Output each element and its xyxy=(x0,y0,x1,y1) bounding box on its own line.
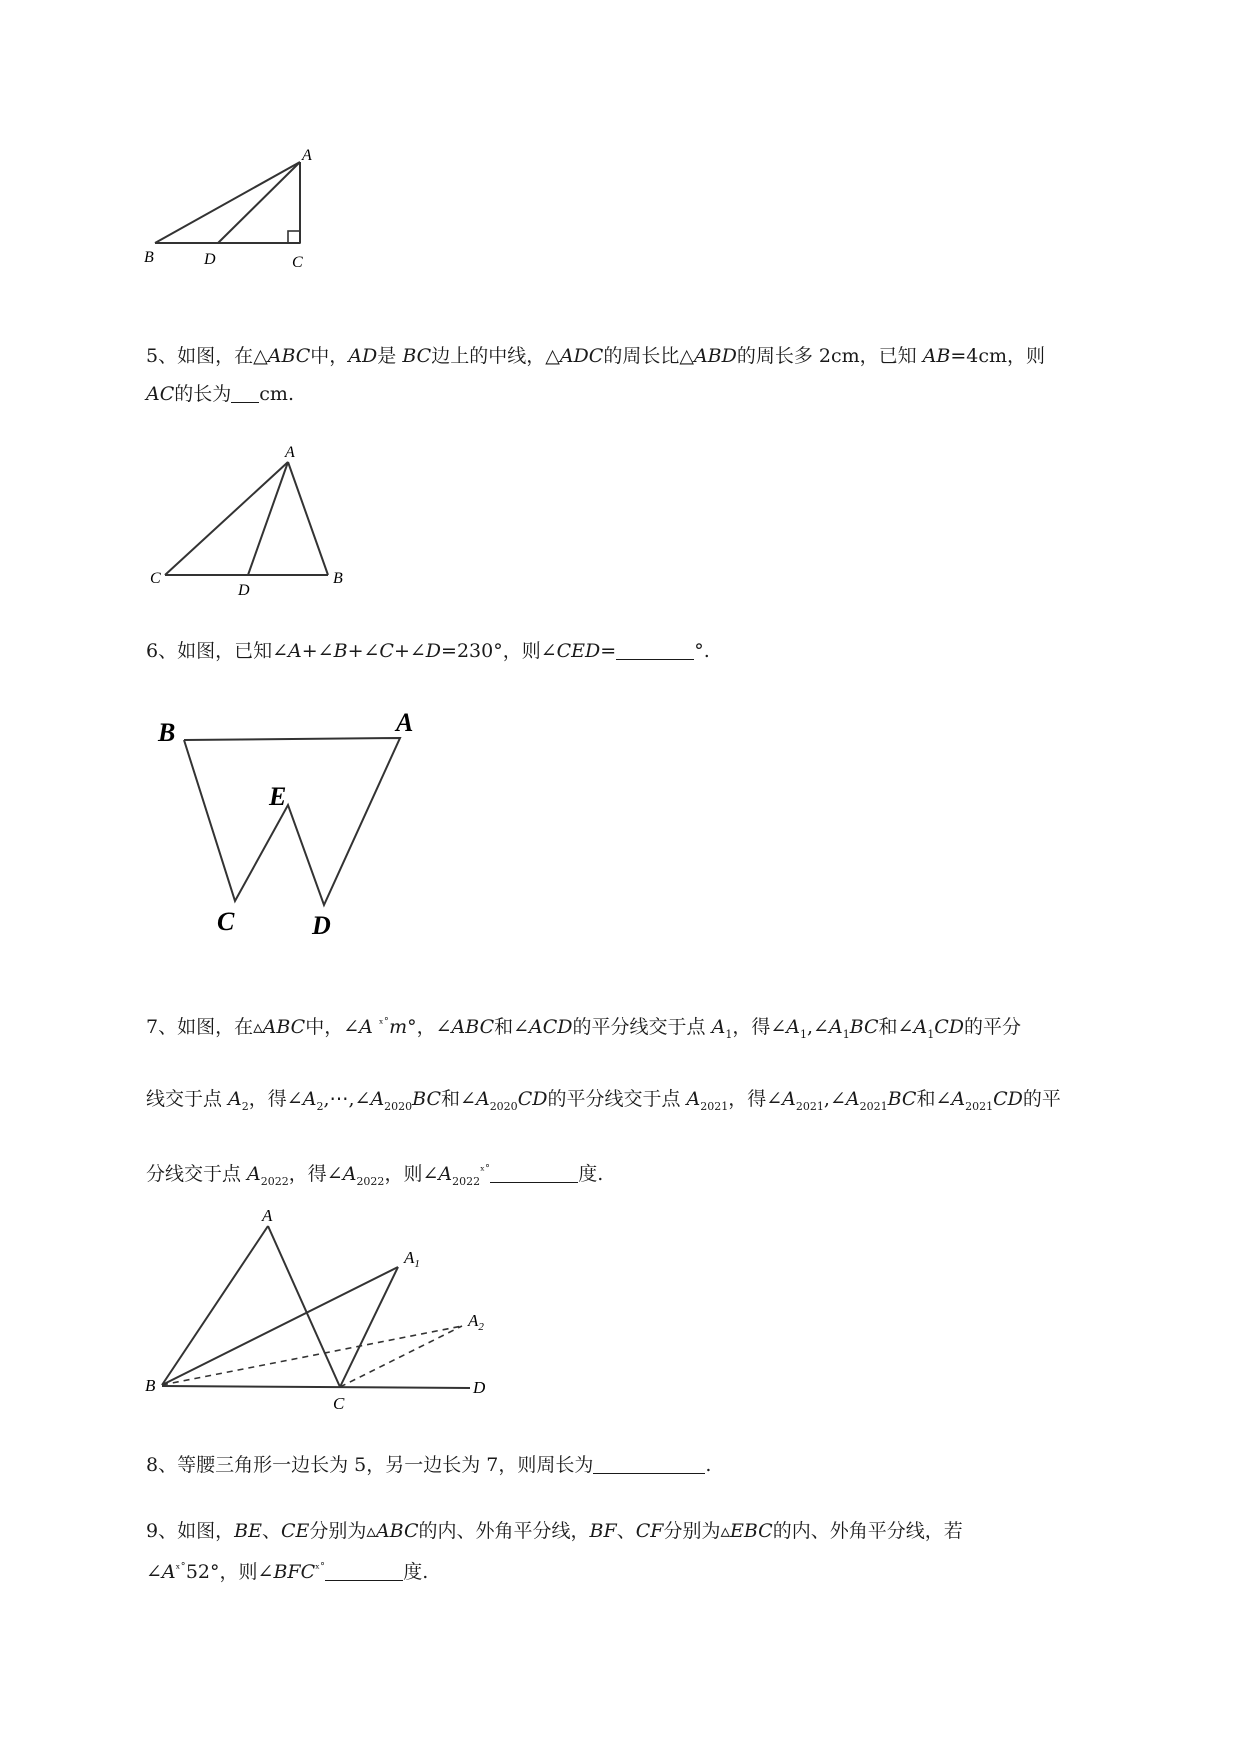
text: 的长为 xyxy=(174,383,232,405)
text: =230°，则∠ xyxy=(441,640,557,662)
text: 中， xyxy=(310,345,349,367)
question-5-line-2 xyxy=(146,375,1045,413)
text: ,∠ xyxy=(823,1087,846,1110)
subscript: 2020 xyxy=(489,1099,518,1113)
math-var: A xyxy=(228,1087,242,1110)
figure-q7-svg xyxy=(140,1200,500,1415)
text: 的平分线交于点 xyxy=(572,1016,712,1038)
question-7-line-1 xyxy=(146,992,1061,1067)
math-var: BFC xyxy=(273,1561,316,1583)
question-7-line-2 xyxy=(146,1067,1061,1139)
subscript: 2022 xyxy=(260,1174,289,1188)
text: ，得∠ xyxy=(248,1087,303,1110)
label-b: B xyxy=(158,718,176,747)
math-var: BC xyxy=(402,345,432,367)
answer-blank[interactable] xyxy=(325,1558,403,1581)
math-var: A xyxy=(302,1087,317,1110)
answer-blank[interactable] xyxy=(616,637,694,660)
subscript: 2021 xyxy=(965,1099,994,1113)
math-var: A xyxy=(288,640,302,662)
segment-ca xyxy=(165,462,288,575)
garbled-equals-symbol: ˣ˚ xyxy=(315,1562,326,1575)
question-8 xyxy=(146,1446,711,1484)
text: 如图，在△ xyxy=(177,345,268,367)
text: 是 xyxy=(377,345,403,367)
math-var: A xyxy=(828,1016,843,1038)
math-var: BC xyxy=(849,1016,879,1038)
text: 的平 xyxy=(1022,1087,1061,1110)
math-var: BC xyxy=(412,1087,442,1110)
math-var: BC xyxy=(887,1087,917,1110)
math-var: CE xyxy=(280,1520,310,1542)
text: °，∠ xyxy=(407,1016,452,1038)
label-a2: $A_2$ xyxy=(468,1311,484,1333)
text: 如图， xyxy=(177,1520,235,1542)
math-var: ABC xyxy=(375,1520,419,1542)
text: 如图，已知∠ xyxy=(177,640,289,662)
text: 等腰三角形一边长为 5，另一边长为 7，则周长为 xyxy=(177,1454,594,1476)
math-var: ABC xyxy=(262,1016,306,1038)
text: 、 xyxy=(616,1520,636,1542)
text: 如图，在▵ xyxy=(177,1016,263,1038)
question-7 xyxy=(146,992,1061,1213)
text: = xyxy=(600,640,617,662)
right-angle-mark xyxy=(288,231,300,243)
text: 的内、外角平分线，若 xyxy=(772,1520,963,1542)
text: 边上的中线，△ xyxy=(431,345,560,367)
label-c: C xyxy=(292,254,303,271)
figure-q6 xyxy=(150,705,440,945)
math-var: A xyxy=(951,1087,966,1110)
text: 的平分线交于点 xyxy=(547,1087,687,1110)
math-var: BF xyxy=(589,1520,617,1542)
text: +∠ xyxy=(301,640,334,662)
text: ，得∠ xyxy=(288,1162,343,1185)
math-var: CD xyxy=(934,1016,964,1038)
text: +∠ xyxy=(347,640,380,662)
text: ，则∠ xyxy=(384,1162,439,1185)
label-d: D xyxy=(238,582,250,599)
question-number: 5、 xyxy=(146,345,178,367)
label-a: A xyxy=(302,147,312,164)
subscript: 1 xyxy=(927,1027,935,1041)
math-var: CD xyxy=(517,1087,548,1110)
label-a1: $A_1$ xyxy=(404,1248,420,1270)
text: +∠ xyxy=(393,640,426,662)
math-var: D xyxy=(425,640,442,662)
math-var: ABD xyxy=(693,345,737,367)
subscript: 1 xyxy=(725,1027,733,1041)
text: 和∠ xyxy=(494,1016,530,1038)
label-c: C xyxy=(150,570,161,587)
text: ,⋯,∠ xyxy=(323,1087,371,1110)
math-var: ADC xyxy=(559,345,604,367)
math-var: EBC xyxy=(729,1520,773,1542)
label-e: E xyxy=(269,782,287,811)
question-number: 8、 xyxy=(146,1454,178,1476)
subscript: 1 xyxy=(799,1027,807,1041)
question-5 xyxy=(146,337,1045,413)
label-b: B xyxy=(144,249,154,266)
segment-bd xyxy=(162,1386,470,1388)
label-a: A xyxy=(285,444,295,461)
text: cm. xyxy=(259,383,294,405)
figure-q7 xyxy=(140,1200,500,1415)
text: ∠ xyxy=(146,1561,162,1583)
garbled-equals-symbol: ˣ˚ xyxy=(480,1163,491,1177)
question-5-line-1 xyxy=(146,337,1045,375)
math-var: C xyxy=(379,640,394,662)
subscript: 2021 xyxy=(795,1099,824,1113)
label-c: C xyxy=(333,1394,345,1413)
math-var: B xyxy=(333,640,348,662)
text: °. xyxy=(694,640,710,662)
segment-ad xyxy=(248,462,288,575)
question-number: 7、 xyxy=(146,1016,178,1038)
answer-blank[interactable] xyxy=(490,1160,578,1183)
label-a: A xyxy=(262,1206,273,1225)
text: 的周长多 2cm，已知 xyxy=(736,345,923,367)
subscript: 1 xyxy=(842,1027,850,1041)
text: 中，∠ xyxy=(305,1016,360,1038)
text: 和∠ xyxy=(441,1087,476,1110)
segment-ac xyxy=(268,1226,340,1387)
math-var: A xyxy=(475,1087,490,1110)
label-a: A xyxy=(396,708,414,737)
garbled-equals-symbol: ˣ˚ xyxy=(378,1017,390,1030)
text: 52°，则∠ xyxy=(185,1561,274,1583)
question-6 xyxy=(146,632,710,670)
math-var: A xyxy=(161,1561,176,1583)
text: 的内、外角平分线， xyxy=(418,1520,590,1542)
math-var: CD xyxy=(993,1087,1023,1110)
text: 分线交于点 xyxy=(146,1162,248,1185)
segment-ab xyxy=(288,462,328,575)
answer-blank[interactable] xyxy=(231,380,259,403)
math-var: A xyxy=(711,1016,726,1038)
math-var: AD xyxy=(348,345,378,367)
math-var: AB xyxy=(922,345,951,367)
question-9-line-1 xyxy=(146,1512,963,1550)
math-var: A xyxy=(247,1162,261,1185)
text: 的周长比△ xyxy=(603,345,694,367)
segment-ba2-dashed xyxy=(162,1326,462,1385)
math-var: A xyxy=(913,1016,928,1038)
question-9-line-2 xyxy=(146,1550,963,1591)
math-var: ACD xyxy=(529,1016,573,1038)
figure-q5 xyxy=(140,440,360,600)
text: . xyxy=(705,1454,712,1476)
text: ，得∠ xyxy=(728,1087,783,1110)
subscript: 2022 xyxy=(452,1174,481,1188)
figure-q4-svg xyxy=(140,147,360,280)
text: 线交于点 xyxy=(146,1087,229,1110)
garbled-equals-symbol: ˣ˚ xyxy=(175,1562,186,1575)
text: 和∠ xyxy=(916,1087,952,1110)
math-var: A xyxy=(438,1162,453,1185)
label-c: C xyxy=(217,907,235,936)
answer-blank[interactable] xyxy=(593,1451,705,1474)
subscript: 2 xyxy=(241,1099,249,1113)
question-number: 9、 xyxy=(146,1520,178,1542)
math-var: A xyxy=(370,1087,385,1110)
math-var: A xyxy=(342,1162,357,1185)
math-var: A xyxy=(686,1087,701,1110)
text: ，得∠ xyxy=(732,1016,787,1038)
text: 的平分 xyxy=(963,1016,1021,1038)
text: ,∠ xyxy=(806,1016,829,1038)
math-var: AC xyxy=(146,383,175,405)
text: 度. xyxy=(578,1162,604,1185)
figure-q4 xyxy=(140,147,360,280)
subscript: 2022 xyxy=(356,1174,385,1188)
subscript: 2 xyxy=(316,1099,324,1113)
segment-ba1 xyxy=(162,1267,398,1385)
math-var: ABC xyxy=(267,345,311,367)
text: =4cm，则 xyxy=(950,345,1046,367)
label-b: B xyxy=(145,1376,156,1395)
subscript: 2021 xyxy=(700,1099,729,1113)
label-b: B xyxy=(333,570,343,587)
text: 和∠ xyxy=(878,1016,914,1038)
question-number: 6、 xyxy=(146,640,178,662)
question-9 xyxy=(146,1512,963,1591)
math-var: A xyxy=(359,1016,373,1038)
shape-bacedb xyxy=(184,738,400,905)
text: 分别为▵ xyxy=(663,1520,730,1542)
math-var: CED xyxy=(556,640,601,662)
text: 分别为▵ xyxy=(309,1520,376,1542)
label-d: D xyxy=(312,911,331,940)
math-var: CF xyxy=(635,1520,664,1542)
subscript: 2020 xyxy=(384,1099,413,1113)
math-var: BE xyxy=(234,1520,262,1542)
math-var: A xyxy=(845,1087,860,1110)
segment-ba xyxy=(155,162,300,243)
text: 度. xyxy=(403,1561,429,1583)
segment-ca1 xyxy=(340,1267,398,1387)
segment-ba xyxy=(162,1226,268,1385)
figure-q5-svg xyxy=(140,440,360,600)
text: 、 xyxy=(261,1520,281,1542)
math-var: A xyxy=(786,1016,800,1038)
figure-q6-svg xyxy=(150,705,440,945)
subscript: 2021 xyxy=(859,1099,888,1113)
math-var: m xyxy=(389,1016,408,1038)
math-var: ABC xyxy=(451,1016,495,1038)
segment-ca2-dashed xyxy=(340,1326,462,1387)
label-d: D xyxy=(204,251,216,268)
math-var: A xyxy=(782,1087,796,1110)
label-d: D xyxy=(473,1378,486,1397)
